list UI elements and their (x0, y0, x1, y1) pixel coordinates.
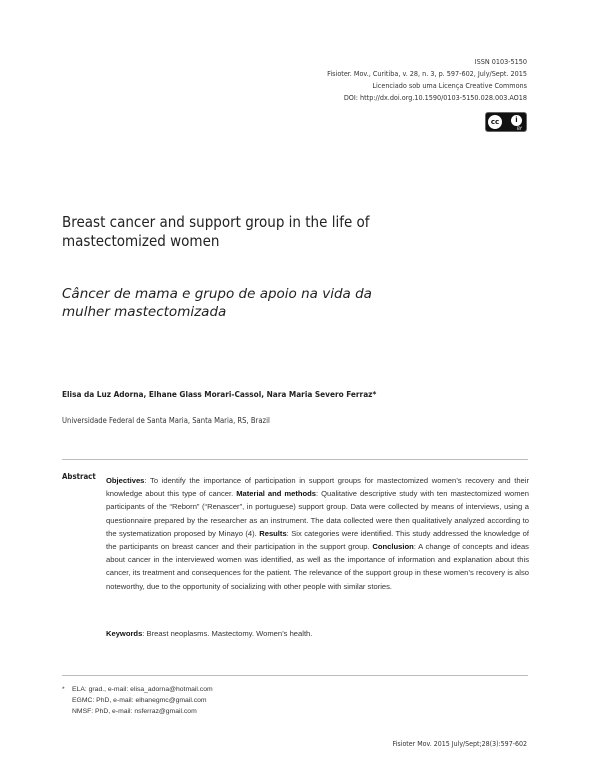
footnotes (62, 684, 362, 717)
results-text: : Six categories were identified. This study addressed the knowledge of the participants on breast cancer and their participation in the support group. (106, 528, 529, 552)
abstract-heading: Abstract (62, 472, 96, 481)
license-text: Licenciado sob uma Licença Creative Commons (372, 81, 527, 90)
keywords (106, 629, 529, 638)
methods-text: : Qualitative descriptive study with ten mastectomized women participants of the “Reborn” (“Renascer”, in portuguese) support group. Data were collected by means of interviews, using a questionnaire prepared by the researcher as an instrument. The data collected were then qualitatively analyzed according to the systematization proposed by Minayo (4). (106, 489, 529, 538)
attribution-icon: i (511, 115, 522, 126)
page-footer: Fisioter Mov. 2015 July/Sept;28(3):597-602 (392, 740, 527, 748)
keywords-label: Keywords (106, 629, 143, 638)
results-label: Results (259, 528, 287, 538)
objectives-text: : To identify the importance of participation in support groups for mastectomized women’s recovery and their knowledge about this type of cancer. (106, 476, 529, 499)
conclusion-label: Conclusion (372, 542, 414, 552)
affiliation: Universidade Federal de Santa Maria, Santa Maria, RS, Brazil (62, 416, 270, 425)
objectives-label: Objectives (106, 476, 145, 485)
footnote-row (62, 695, 362, 706)
footnote-text: EGMC: PhD, e-mail: elhanegmc@gmail.com (72, 697, 207, 704)
abstract-body (106, 474, 529, 593)
footnote-text: NMSF: PhD, e-mail: nsferraz@gmail.com (72, 708, 197, 715)
footnote-text: ELA: grad., e-mail: elisa_adorna@hotmail.com (72, 686, 213, 693)
footnote-row (62, 684, 362, 695)
doi-link[interactable]: DOI: http://dx.doi.org.10.1590/0103-5150.028.003.AO18 (343, 93, 527, 102)
journal-metadata (227, 56, 527, 104)
citation: Fisioter. Mov., Curitiba, v. 28, n. 3, p. 597-602, July/Sept. 2015 (327, 69, 527, 78)
issn: ISSN 0103-5150 (474, 57, 527, 66)
footnote-divider (62, 675, 528, 676)
keywords-text: : Breast neoplasms. Mastectomy. Women’s health. (142, 629, 313, 638)
creative-commons-badge[interactable] (485, 112, 527, 132)
article-title: Breast cancer and support group in the life of mastectomized women (62, 213, 370, 250)
footnote-row (62, 706, 362, 717)
by-label: BY (517, 126, 522, 131)
footnote-mark: * (62, 686, 65, 693)
conclusion-text: : A change of concepts and ideas about cancer in the interviewed women was identified, as well as the importance of information and explanation about this cancer, its treatment and consequences for the patient. The relevance of the support group in these women’s recovery is also noteworthy, due to the opportunity of socializing with other people with similar stories. (106, 542, 529, 591)
article-subtitle: Câncer de mama e grupo de apoio na vida da mulher mastectomizada (62, 286, 372, 320)
authors: Elisa da Luz Adorna, Elhane Glass Morari-Cassol, Nara Maria Severo Ferraz* (62, 389, 377, 399)
divider (62, 459, 528, 460)
methods-label: Material and methods (236, 489, 317, 499)
cc-icon: cc (488, 115, 502, 129)
